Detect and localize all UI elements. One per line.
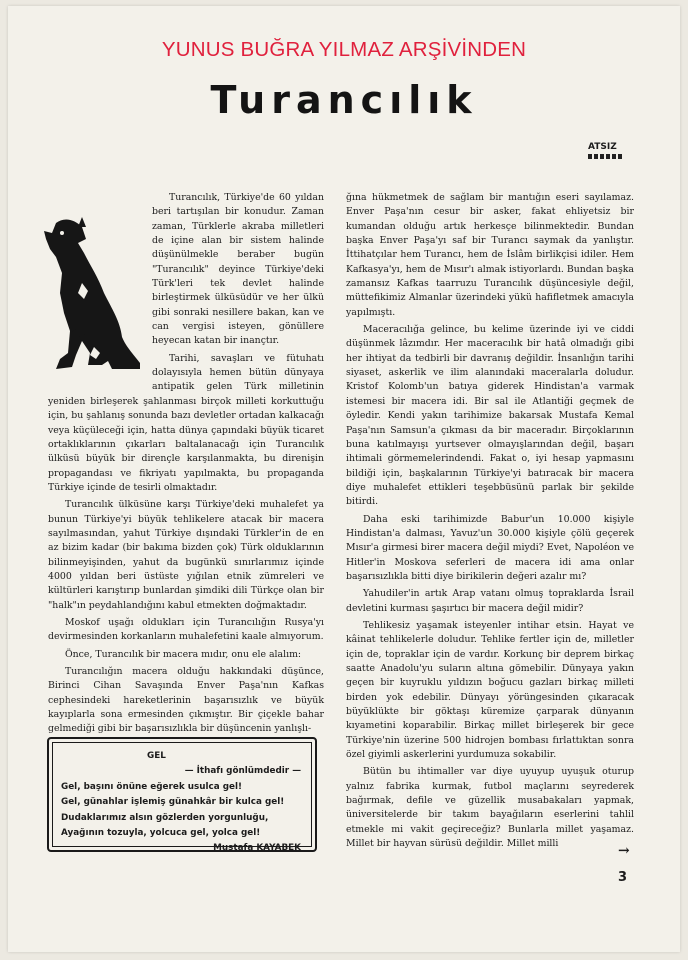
paragraph: Yahudiler'in artık Arap vatanı olmuş topraklarda İsrail devletini kurması şaşırtıcı bir macera değil midir? (346, 588, 634, 614)
left-column (48, 191, 324, 740)
paragraph: Bütün bu ihtimaller var diye uyuyup uyuşuk oturup yalnız fabrika kurmak, futbol maçlarını seyrederek bağırmak, defile ve güzellik musabakaları yapmak, üniversitelerde bir takım bayağıların eserlerini tahlil etmekle mi vakit geçireceğiz? Bunlarla millet yaşamaz. Millet bir hayvan sürüsü değildir. Millet milli (346, 766, 634, 850)
paragraph: Tarihi, savaşları ve fütuhatı dolayısıyla hemen bütün dünyaya antipatik gelen Türk milletinin yeniden birleşerek şahlanması birçok milleti korkuttuğu için, bu şahlanış sonunda bazı devletler ortadan kalkacağı veya küçüleceği için, hatta dünya çapındaki büyük ticaret ortaklıklarının çıkarları baltalanacağı için Turancılık ülküsü büyük bir dirençle karşılanmakta, bu direnişin propagandası ve fikriyatı yapılmakta, bu propaganda Türkiye içinde de tesirli olmaktadır. (48, 352, 324, 493)
poem-line: Dudaklarımız alsın gözlerden yorgunluğu, (61, 812, 269, 823)
paragraph: ğına hükmetmek de sağlam bir mantığın eseri sayılamaz. Enver Paşa'nın cesur bir asker, fakat ehliyetsiz bir kumandan olduğu artık herkesçe bilinmektedir. Bundan başka Enver Paşa'yı saf bir Turancı saymak da yanlıştır. İttihatçılar hem Turancı, hem de İslâm birlikçisi idiler. Hem Kafkasya'yı, hem de Mısır'ı almak istiyorlardı. Bundan başka zamansız Kafkas taarruzu Turancılık düşüncesiyle değil, müttefikimiz Almanlar üzerindeki yükü hafifletmek amacıyla yapılmıştı. (346, 192, 634, 318)
grey-wolf-illustration (42, 213, 142, 379)
poem-line: Ayağının tozuyla, yolcuca gel, yolca gel! (61, 828, 261, 839)
paragraph: Önce, Turancılık bir macera mıdır, onu ele alalım: (65, 648, 302, 660)
continue-arrow-icon: → (618, 843, 630, 859)
archive-label: YUNUS BUĞRA YILMAZ ARŞİVİNDEN (161, 38, 527, 61)
poem-line: Gel, başını önüne eğerek usulca gel! (61, 781, 243, 792)
paragraph: Turancılık, Türkiye'de 60 yıldan beri tartışılan bir konudur. Zaman zaman, Türklerle akraba milletleri de içine alan bir sistem halinde düşünülmekle beraber bugün "Turancılık" deyince Türkiye'deki Türk'leri tek devlet halinde birleştirmek ülküsüdür ve her ülkü gibi sonraki nesillere bakan, kan ve can vergisi isteyen, gönüllere heyecan katan bir inançtır. (152, 192, 324, 347)
paragraph: Maceracılığa gelince, bu kelime üzerinde iyi ve ciddi düşünmek lâzımdır. Her maceracılık bir hatâ olmadığı gibi her ihtiyat da tedbirli bir davranış değildir. İnsanlığın tarihi siyaset, askerlik ve ilim alanındaki maceralarla doludur. Kristof Kolomb'un batıya giderek Hindistan'a varmak istemesi bir macera idi. Bir sal ile Atlantiği geçmek de öyledir. Kendi yakın tarihimize bakarsak Mustafa Kemal Paşa'nın Samsun'a çıkması da bir maceradır. Birçoklarının buna katılmayışı yurtsever olmayışlarından değil, başarı ihtimali görmemelerindendi. Fakat o, iyi hesap yapmasını bildiği için, başkalarının Türkiye'yi batıracak bir macera diye muhalefet ettikleri teşebbüsünü parlak bir şekilde bitirdi. (346, 324, 634, 508)
paragraph: Tehlikesiz yaşamak isteyenler intihar etsin. Hayat ve kâinat tehlikelerle doludur. Tehlike fertler için de, milletler için de, topraklar için de vardır. Korkunç bir deprem birkaç saatte Anadolu'yu suların altına gömebilir. Dünyaya yakın geçen bir kuyruklu yıldızın boğucu gazları birkaç milleti birden yok edebilir. Dünyayı yörüngesinden çıkaracak büyüklükte bir göktaşı küremize çarparak dünyanın kıyametini koparabilir. Birkaç millet birleşerek bir gece Türkiye'nin üzerine 500 hidrojen bombası fırlattıktan sonra özel giyimli askerlerini yurdumuza sokabilir. (346, 619, 634, 761)
paragraph: Turancılığın macera olduğu hakkındaki düşünce, Birinci Cihan Savaşında Enver Paşa'nın Kafkas cephesindeki hareketlerinin başarısızlık ve büyük kayıplarla sona ermesinden çıkmıştır. Bir çiçekle bahar gelmediği gibi bir başarısızlıkla bir düşüncenin yanlışlı- (48, 666, 324, 735)
paragraph: Turancılık ülküsüne karşı Türkiye'deki muhalefet ya bunun Türkiye'yi büyük tehlikelere atacak bir macera sayılmasından, yahut Türkiye dışındaki Türkler'in de en az bizim kadar (bir bakıma bizden çok) Türk olduklarının bilinmeyişinden, yahut da bugünkü sınırlarımız içinde 4000 yıldan beri üstüste yığılan etnik zümreleri ve kültürleri karıştırıp bunlardan şimdiki dili Türkçe olan bir "halk"ın peydahlandığını kabul etmekten doğmaktadır. (48, 499, 324, 611)
author-ornament (588, 154, 622, 159)
author-byline (588, 142, 633, 159)
author-name: ATSIZ (588, 142, 617, 152)
poem-line: Gel, günahlar işlemiş günahkâr bir kulca gel! (61, 797, 285, 808)
right-column (346, 191, 634, 854)
poem-dedication: — İthafı gönlümdedir — (184, 766, 301, 777)
paragraph: Moskof uşağı oldukları için Turancılığın Rusya'yı devirmesinden korkanların muhalefetini kaale almıyorum. (48, 616, 324, 643)
poem-author: Mustafa KAYABEK (213, 843, 301, 854)
page-number: 3 (618, 870, 628, 885)
poem-title: GEL (147, 751, 166, 761)
article-title: Turancılık (210, 78, 478, 122)
poem-box (47, 737, 317, 852)
paragraph: Daha eski tarihimizde Babur'un 10.000 kişiyle Hindistan'a dalması, Yavuz'un 30.000 kişiyle çölü geçerek Mısır'a girmesi birer macera değil miydi? Evet, Napoléon ve Hitler'in Moskova seferleri de macera idi ama onlar başarısızlıkla bitti diye birikilerin değeri azalır mı? (346, 513, 634, 582)
